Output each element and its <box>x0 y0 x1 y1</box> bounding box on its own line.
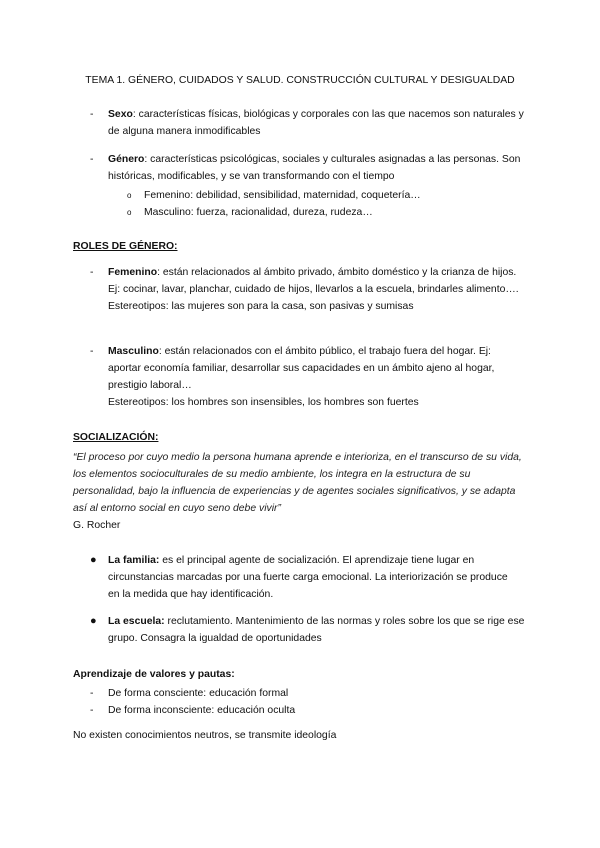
rol-femenino-text <box>108 264 526 298</box>
inconsciente-text: De forma inconsciente: educación oculta <box>108 705 296 716</box>
dash-marker: - <box>90 346 94 357</box>
sexo-definition: : características físicas, biológicas y corporales con las que nacemos son naturales y de alguna manera inmodificables <box>108 109 524 137</box>
sublist-item-masculino <box>0 204 600 221</box>
sub-item-text: Femenino: debilidad, sensibilidad, maternidad, coquetería… <box>144 190 421 201</box>
document-title: TEMA 1. GÉNERO, CUIDADOS Y SALUD. CONSTRUCCIÓN CULTURAL Y DESIGUALDAD <box>85 75 515 86</box>
rol-femenino-estereotipos: Estereotipos: las mujeres son para la casa, son pasivas y sumisas <box>108 301 414 312</box>
list-item-rol-masculino <box>0 343 600 411</box>
consciente-text: De forma consciente: educación formal <box>108 688 289 699</box>
aprendizaje-heading: Aprendizaje de valores y pautas: <box>73 669 235 680</box>
rol-masculino-estereotipos: Estereotipos: los hombres son insensibles, los hombres son fuertes <box>108 397 419 408</box>
escuela-term: La escuela: <box>108 616 165 627</box>
bullet-marker: ● <box>90 615 97 627</box>
quote-author: G. Rocher <box>73 520 121 531</box>
rol-femenino-definition: : están relacionados al ámbito privado, ámbito doméstico y la crianza de hijos. Ej: cocinar, lavar, planchar, cuidado de hijos, llevarlos a la escuela, brindarles alimento…. <box>108 267 519 295</box>
genero-definition: : características psicológicas, sociales y culturales asignadas a las personas. Son históricas, modificables, y se van transformando con el tiempo <box>108 154 521 182</box>
familia-term: La familia: <box>108 555 160 566</box>
sublist-item-femenino <box>0 187 600 204</box>
list-item-inconsciente <box>0 702 600 719</box>
aprendizaje-list <box>0 685 600 719</box>
circle-marker: o <box>127 191 132 200</box>
roles-heading: ROLES DE GÉNERO: <box>73 241 178 252</box>
familia-text <box>108 552 518 603</box>
genero-text <box>108 151 526 185</box>
circle-marker: o <box>127 208 132 217</box>
sexo-text <box>108 106 526 140</box>
rol-masculino-text <box>108 343 526 394</box>
aprendizaje-conclusion: No existen conocimientos neutros, se transmite ideología <box>73 730 337 741</box>
familia-definition: es el principal agente de socialización. El aprendizaje tiene lugar en circunstancias marcadas por una fuerte carga emocional. La interiorización se produce en la medida que hay identificación. <box>108 555 508 600</box>
genero-term: Género <box>108 154 145 165</box>
bullet-marker: ● <box>90 554 97 566</box>
socializacion-heading: SOCIALIZACIÓN: <box>73 432 159 443</box>
rol-femenino-term: Femenino <box>108 267 158 278</box>
sexo-term: Sexo <box>108 109 133 120</box>
socializacion-quote: “El proceso por cuyo medio la persona humana aprende e interioriza, en el transcurso de su vida, los elementos socioculturales de su medio ambiente, los integra en la estructura de su personalidad, bajo la influencia de experiencias y de agentes sociales significativos, y se adapta así al entorno social en cuyo seno debe vivir” <box>73 452 522 514</box>
list-item-consciente <box>0 685 600 702</box>
list-item-escuela <box>0 613 600 647</box>
dash-marker: - <box>90 267 94 278</box>
dash-marker: - <box>90 109 94 120</box>
rol-masculino-definition: : están relacionados con el ámbito público, el trabajo fuera del hogar. Ej: aportar economía familiar, desarrollar sus capacidades en un ámbito ajeno al hogar, prestigio laboral… <box>108 346 495 391</box>
list-item-rol-femenino <box>0 264 600 315</box>
dash-marker: - <box>90 705 94 716</box>
rol-masculino-term: Masculino <box>108 346 159 357</box>
list-item-genero <box>0 151 600 221</box>
dash-marker: - <box>90 688 94 699</box>
escuela-definition: reclutamiento. Mantenimiento de las normas y roles sobre los que se rige ese grupo. Consagra la igualdad de oportunidades <box>108 616 525 644</box>
escuela-text <box>108 613 526 647</box>
list-item-sexo <box>0 106 600 140</box>
list-item-familia <box>0 552 600 603</box>
dash-marker: - <box>90 154 94 165</box>
sub-item-text: Masculino: fuerza, racionalidad, dureza, rudeza… <box>144 207 373 218</box>
